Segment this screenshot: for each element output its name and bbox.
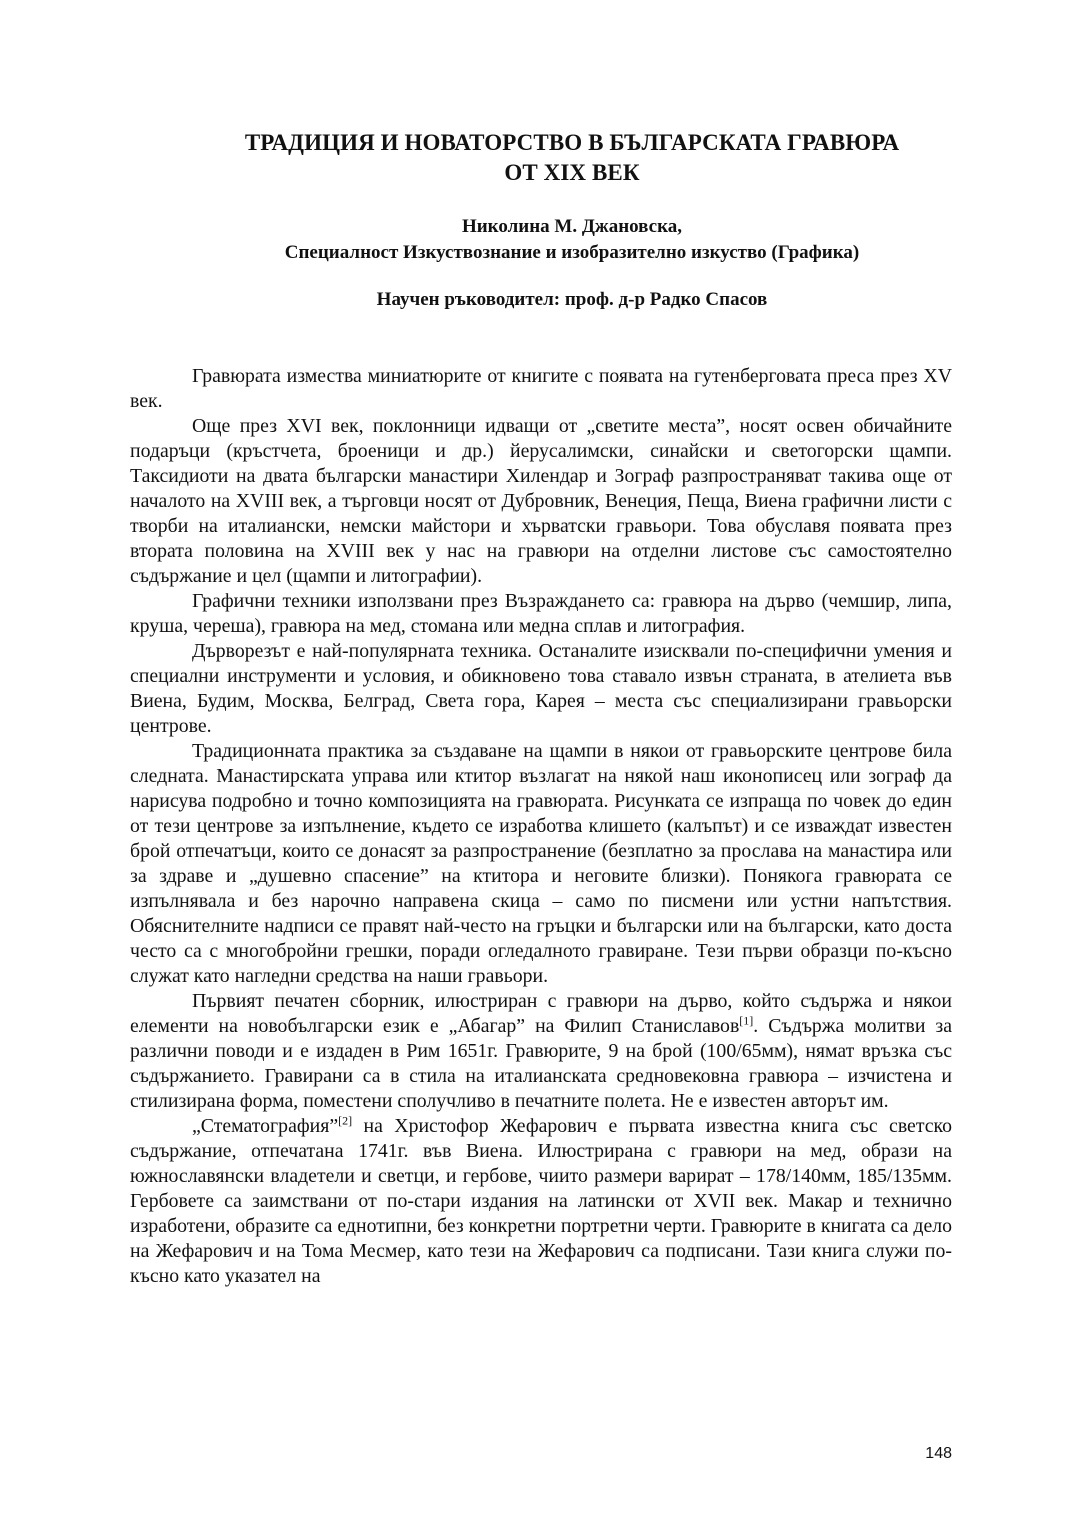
title-line-1: ТРАДИЦИЯ И НОВАТОРСТВО В БЪЛГАРСКАТА ГРАВЮРА [244,130,900,155]
paragraph-text: на Христофор Жефарович е първата известна книга със светско съдържание, отпечатана 1741г. във Виена. Илюстрирана с гравюри на мед, образи на южнославянски владетели и светци, и гербове, чиито размери варират – 178/140мм, 185/135мм. Гербовете са заимствани от по-стари издания на латински от XVII век. Макар и технично изработени, образите са еднотипни, без конкретни портретни черти. Гравюрите в книгата са дело на Жефарович и на Тома Месмер, като тези на Жефарович са подписани. Тази книга служи по-късно като указател на [130,1115,952,1287]
paper-title [130,128,1014,188]
paragraph [130,989,952,1114]
footnote-ref-2[interactable]: [2] [338,1113,353,1128]
body-text [130,364,952,1289]
paragraph [130,1114,952,1289]
paragraph: Още през XVI век, поклонници идващи от „светите места”, носят освен обичайните подаръци (кръстчета, броеници и др.) йерусалимски, синайски и светогорски щампи. Таксидиоти на двата български манастири Хилендар и Зограф разпространяват такива още от началото на XVIII век, а търговци носят от Дубровник, Венеция, Пеща, Виена графични листи с творби на италиански, немски майстори и хърватски гравьори. Това обуславя появата през втората половина на XVIII век у нас на гравюри на отделни листове със самостоятелно съдържание и цел (щампи и литографии). [130,415,952,587]
author-specialty: Специалност Изкуствознание и изобразително изкуство (Графика) [284,242,860,263]
author-name: Николина М. Джановска, [461,216,683,237]
footnote-ref-1[interactable]: [1] [739,1013,754,1028]
paragraph: Дърворезът е най-популярната техника. Останалите изисквали по-специфични умения и специални инструменти и условия, и обикновено това ставало извън страната, в ателиета във Виена, Будим, Москва, Белград, Света гора, Карея – места със специализирани гравьорски центрове. [130,640,952,737]
title-line-2: ОТ XIX ВЕК [504,160,640,185]
paragraph: Графични техники използвани през Възраждането са: гравюра на дърво (чемшир, липа, круша, череша), гравюра на мед, стомана или медна сплав и литография. [130,590,952,637]
paragraph-text: . Съдържа молитви за различни поводи и е издаден в Рим 1651г. Гравюрите, 9 на брой (100/65мм), нямат връзка със съдържанието. Гравирани са в стила на италианската средновековна гравюра – изчистена и стилизирана форма, поместени сполучливо в печатните полета. Не е известен авторът им. [130,1015,952,1112]
paragraph: Традиционната практика за създаване на щампи в някои от гравьорските центрове била следната. Манастирската управа или ктитор възлагат на някой наш иконописец или зограф да нарисува подробно и точно композицията на гравюрата. Рисунката се изпраща по човек до един от тези центрове за изпълнение, където се изработва клишето (калъпът) и се изваждат известен брой отпечатъци, които се донасят за разпространение (безплатно за прослава на манастира или за здраве и „душевно спасение” на ктитора и неговите близки). Понякога гравюрата се изпълнявала и без нарочно направена скица – само по писмени или устни напътствия. Обяснителните надписи се правят най-често на гръцки и български или на български, като доста често са с многобройни грешки, поради огледалното гравиране. Тези първи образци по-късно служат като нагледни средства на наши гравьори. [130,740,952,987]
supervisor-line: Научен ръководител: проф. д-р Радко Спасов [376,289,768,310]
paragraph: Гравюрата измества миниатюрите от книгите с появата на гутенберговата преса през XV век. [130,365,952,412]
author-block [130,214,1014,266]
page-number: 148 [925,1445,952,1462]
paragraph-text: „Стематография” [192,1115,339,1137]
paragraph-text: Първият печатен сборник, илюстриран с гравюри на дърво, който съдържа и някои елементи на новобългарски език е „Абагар” на Филип Станиславов [130,990,952,1037]
